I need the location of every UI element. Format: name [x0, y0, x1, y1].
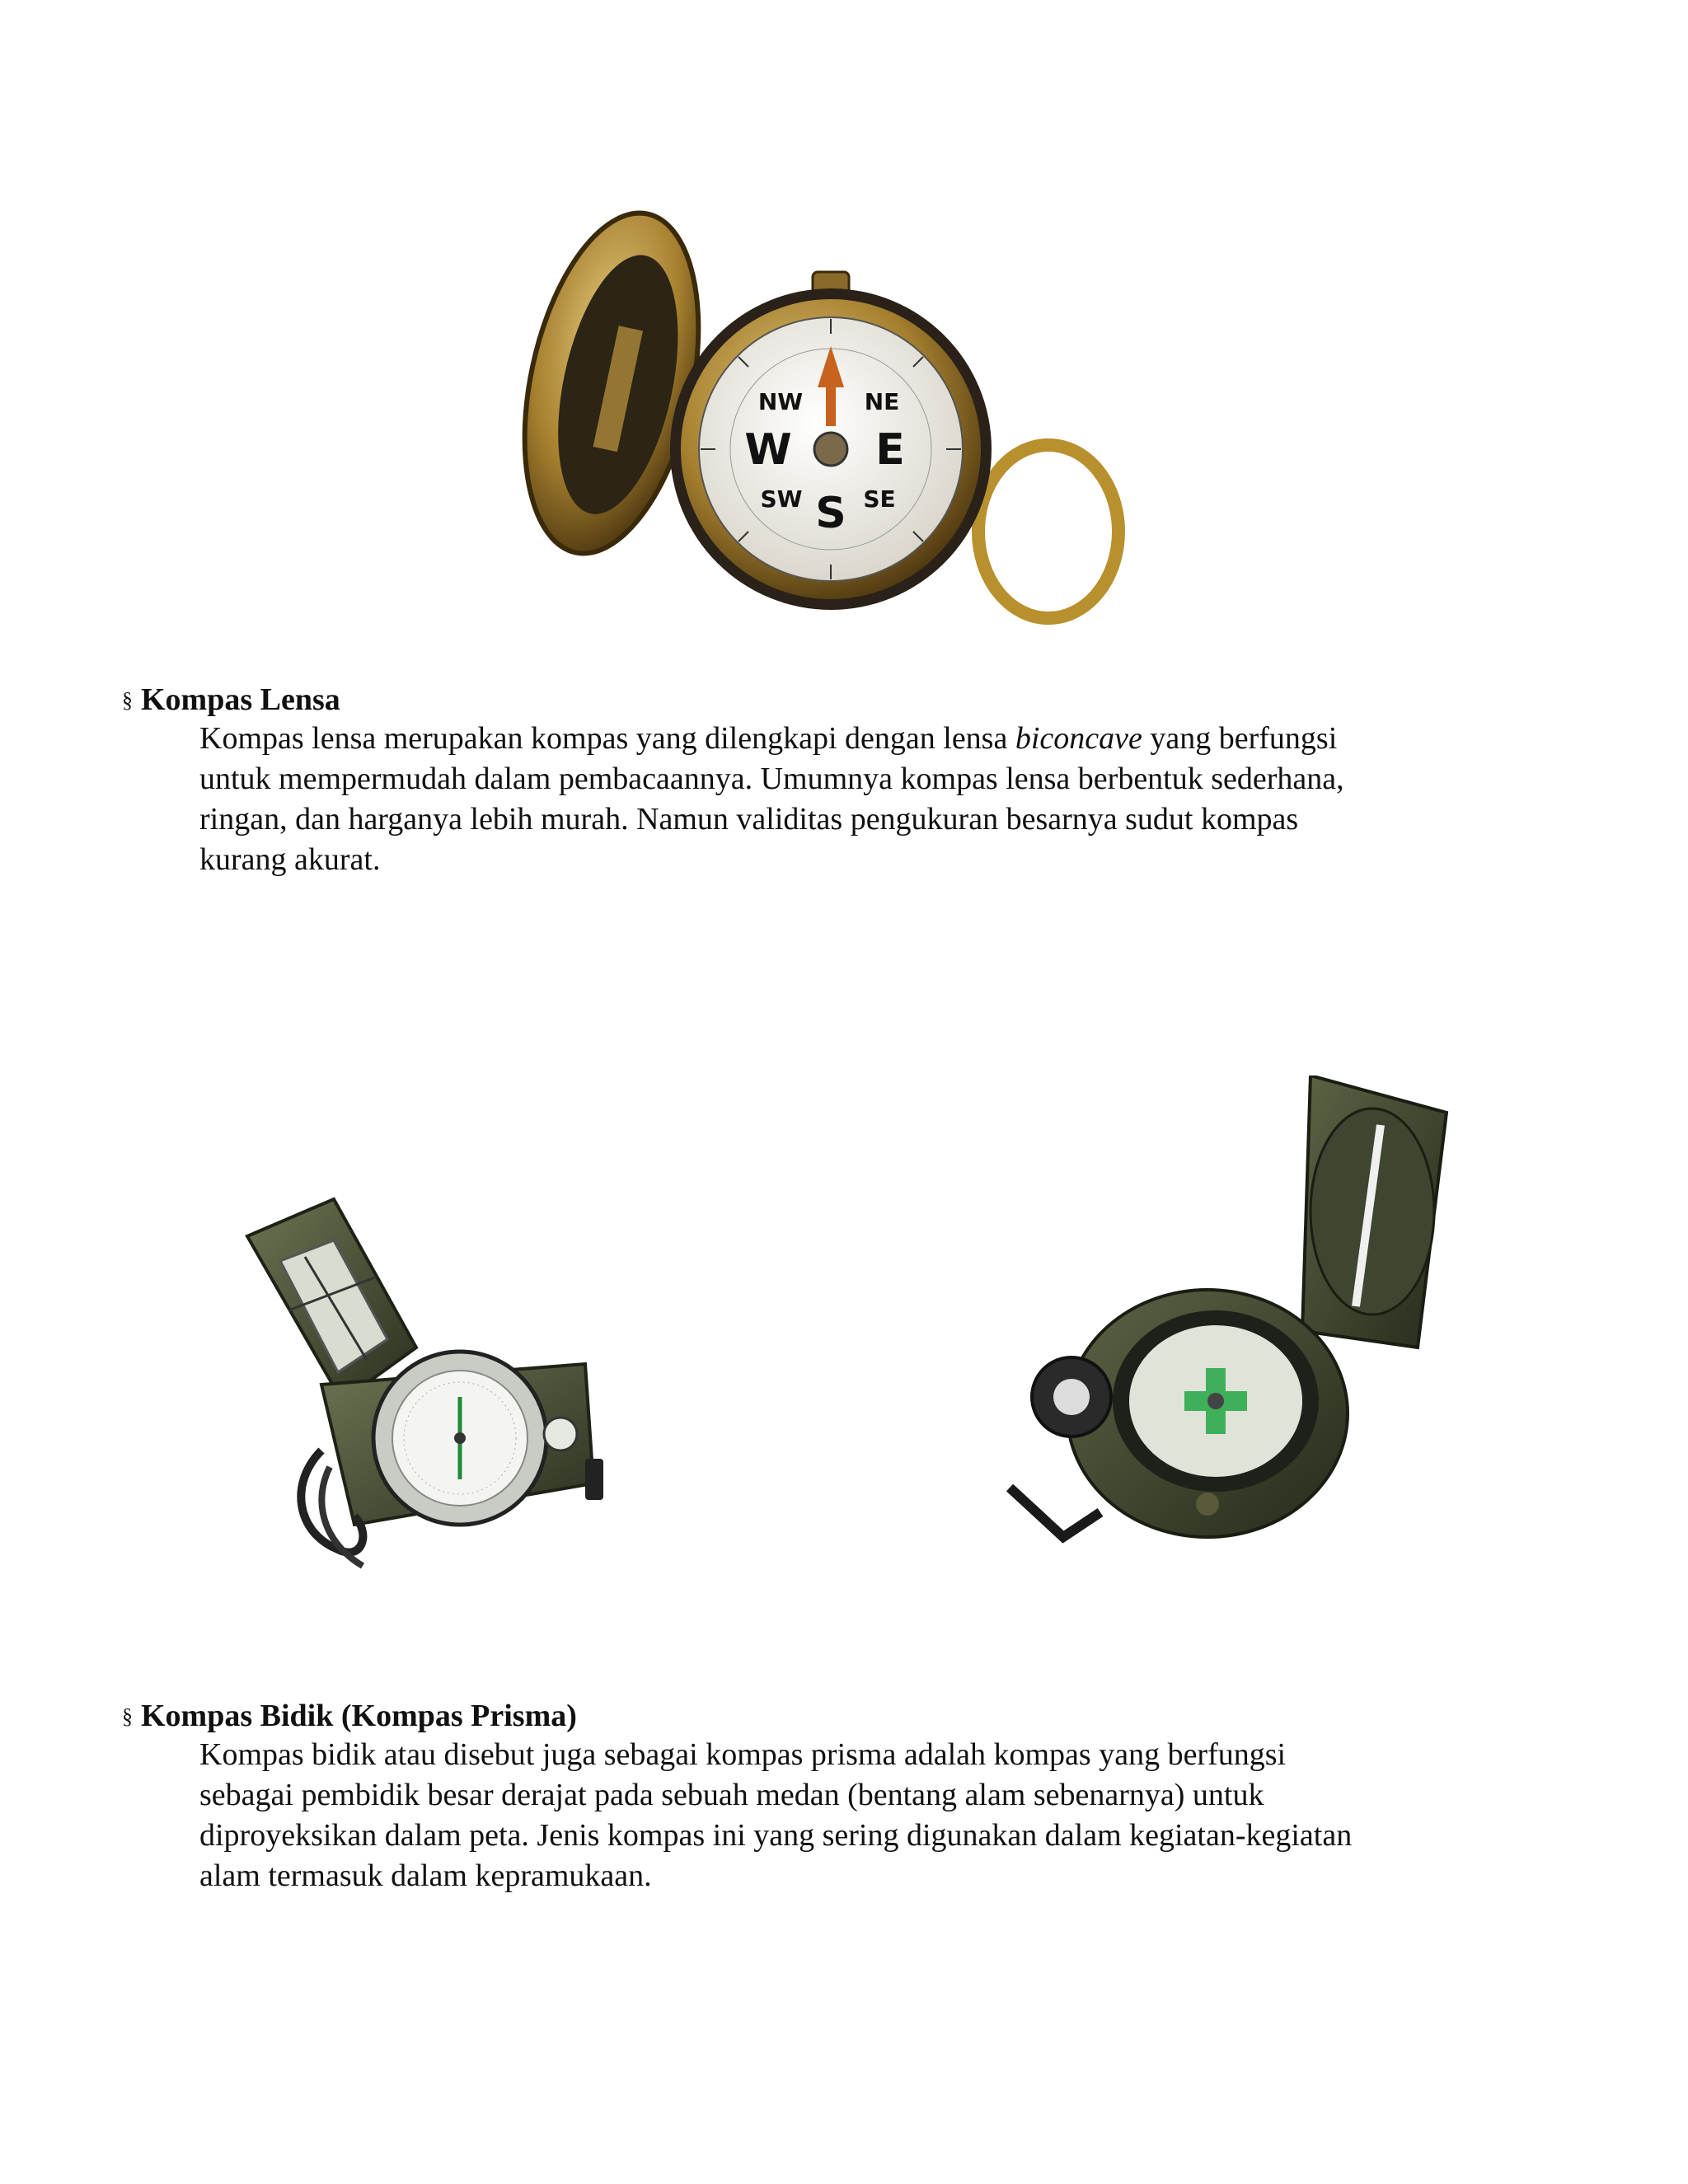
dial-letter-s: S [815, 489, 846, 538]
heading-kompas-lensa [122, 682, 340, 719]
prismatic-compass-photo-2 [1001, 1076, 1475, 1570]
emphasis-biconcave: biconcave [1015, 721, 1142, 756]
bullet-icon: § [122, 688, 133, 712]
heading-kompas-bidik [122, 1698, 577, 1735]
dial-letter-sw: SW [760, 485, 803, 513]
prismatic-compass-photo-1 [198, 1187, 610, 1582]
heading-text: Kompas Bidik (Kompas Prisma) [141, 1699, 577, 1733]
dial-letter-nw: NW [757, 388, 804, 415]
dial-letter-w: W [744, 425, 792, 475]
dial-letter-e: E [875, 425, 905, 475]
paragraph-kompas-bidik [199, 1735, 1485, 1896]
text-line: Kompas bidik atau disebut juga sebagai kompas prisma adalah kompas yang berfungsi [199, 1737, 1287, 1772]
text-line: alam termasuk dalam kepramukaan. [199, 1858, 652, 1893]
text-line: diproyeksikan dalam peta. Jenis kompas ini yang sering digunakan dalam kegiatan-kegiatan [199, 1818, 1353, 1853]
text-line: kurang akurat. [199, 842, 381, 877]
bullet-icon: § [122, 1704, 133, 1728]
text-line: ringan, dan harganya lebih murah. Namun validitas pengukuran besarnya sudut kompas [199, 802, 1299, 837]
text-line: untuk mempermudah dalam pembacaannya. Umumnya kompas lensa berbentuk sederhana, [199, 762, 1344, 796]
text-line: Kompas lensa merupakan kompas yang dilengkapi dengan lensa biconcave yang berfungsi [199, 721, 1338, 756]
lens-compass-photo [504, 202, 1147, 635]
heading-text: Kompas Lensa [141, 682, 340, 717]
paragraph-kompas-lensa [199, 719, 1485, 880]
dial-letter-ne: NE [864, 388, 900, 415]
text-line: sebagai pembidik besar derajat pada sebuah medan (bentang alam sebenarnya) untuk [199, 1778, 1264, 1812]
dial-letter-se: SE [863, 485, 896, 513]
